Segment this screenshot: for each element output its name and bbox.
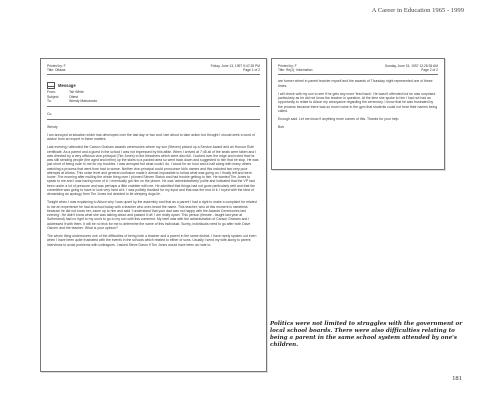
field-key: From: — [47, 90, 56, 95]
paragraph: Last evening I attended the Carson Graham awards ceremonies where my son (Steven) picked up a Service Award and an Honour Role certificate. As a parent and a guest in the school I was not impressed by this affair. When I arrived at 7:45 all of the seats were taken and I was directed by a very officious vice-principal (Tim Jones) to the bleachers which were also full. I looked over the edge and noted that he was still sending people (the aged and infirm) up the stairs to a packed area so went back down and suggested to him that he stop. He was just short of being rude to me for my troubles. I was annoyed but what could I do. I stood for an hour and a half along with many others watching a process that went from bad to worse. Neither vice-principal could pronounce kid's names and this included two very poor attempts at Allows. This noise level and general confusion made it almost impossible to follow what was going on. I finally left and went home. The morning after mulling the whole thing over I phoned Steven Slaton and had trouble getting to him. He wanted Tim Jones to speak to me and I was having none of it. I eventually got him on the phone. He was 'administratively' polite and indicated that the VP had been under a lot of pressure and was perhaps a little crabbier with me. He admitted that things had not gone particularly well and that the committee was going to have to look very hard at it. I was politely thanked for my input and that was the end of it. I toyed with the idea of demanding an apology from Tim Jones but decided to let sleeping dogs lie. — [47, 145, 259, 197]
printed-by: Printed by: F — [278, 64, 297, 68]
print-page: Page 2 of 2 — [421, 68, 438, 73]
email-printout-page-2 — [271, 58, 445, 170]
running-head: A Career in Education 1965 - 1999 — [371, 7, 464, 14]
message-body — [41, 122, 266, 247]
email-printout-page-1 — [40, 58, 267, 372]
field-value: Wendy Matsumoto — [69, 99, 98, 104]
paragraph: Tonight when I was explaining to Alison why I was upset by the assembly and that as a parent I had a right to make a complaint for related to me an experience he had at school today with a teacher who over-heard the name. This teacher, who at this moment is nameless because he did not know her, came up to him and said 'I understand that your dad was not happy with the Awards Ceremonies last evening'. He didn't know what she was talking about and passed it off. I am really upset. This person (female - taught last year at Sutherland) had no right to my son's to go to my son with this comment. My beef was with the administration of Carson Graham and I addressed it with them. It will be no trick for me to determine the name of this individual. Surely, individuals need to go after both Dave Osborn and the teacher. What is your opinion? — [47, 200, 257, 230]
message-fields — [41, 90, 266, 103]
print-header — [41, 59, 266, 72]
print-title: Title: Re(2): Information — [278, 68, 313, 73]
print-header — [272, 59, 444, 72]
paragraph: Enough said. Let me know if anything more comes of this. Thanks for your help. — [278, 117, 400, 122]
print-page: Page 1 of 2 — [243, 68, 260, 73]
salutation: Wendy — [47, 124, 58, 129]
message-label: Message — [58, 83, 76, 89]
cc-field: Cc: — [47, 111, 53, 116]
divider — [47, 74, 260, 75]
signature: Bob — [278, 125, 285, 130]
print-date: Sunday, June 15, 1997 12:28:35 AM — [384, 64, 438, 68]
page-number: 181 — [452, 375, 462, 382]
paragraph: I am annoyed at situation which has developed over the last day or two and I am about to take action but thought I should seek a word of advice from an expert in these matters. — [47, 132, 255, 142]
print-title: Title: Ottawa — [47, 68, 66, 73]
to-field — [47, 99, 260, 103]
message-body — [272, 77, 444, 129]
message-heading — [41, 77, 266, 90]
figure-caption: Politics were not limited to struggles with the government or local school boards. There were also difficulties relating to being a parent in the same school system attended by one's children. — [270, 321, 463, 348]
field-key: To: — [47, 99, 52, 104]
envelope-icon — [47, 82, 55, 89]
divider — [278, 74, 438, 75]
paragraph: are former wheel in parent teacher myself and the awards of Thursday night represented one of these times. — [278, 79, 433, 88]
print-date: Friday, June 13, 1997 9:47:28 PM — [210, 64, 260, 68]
divider — [47, 119, 260, 120]
paragraph: I will check with my son to see if he gets any more 'feed back'. He wasn't offended but he was surprised particularly as he did not know the teacher in question. At the time she spoke to him I had not had an opportunity to relate to Alison my annoyance regarding the ceremony. I know that he was frustrated by the process because there was so much noise in the gym that students could not hear their names being called. — [278, 91, 438, 113]
field-value: Ottest — [69, 94, 79, 99]
field-value: Tsh White — [69, 90, 84, 95]
paragraph: The whole thing underscores one of the difficulties of being both a teacher and a parent in the same district. I have rarely spoken out even when I have been quite frustrated with the events in the schools which related to either of sons. Usually I send my wife along to parent interviews to avoid problems with colleagues. I asked Steve Daron if Tim Jones would have been as rude to — [47, 234, 257, 247]
field-key: Subject: — [47, 94, 60, 99]
printed-by: Printed by: F — [47, 64, 66, 68]
divider — [47, 106, 260, 107]
